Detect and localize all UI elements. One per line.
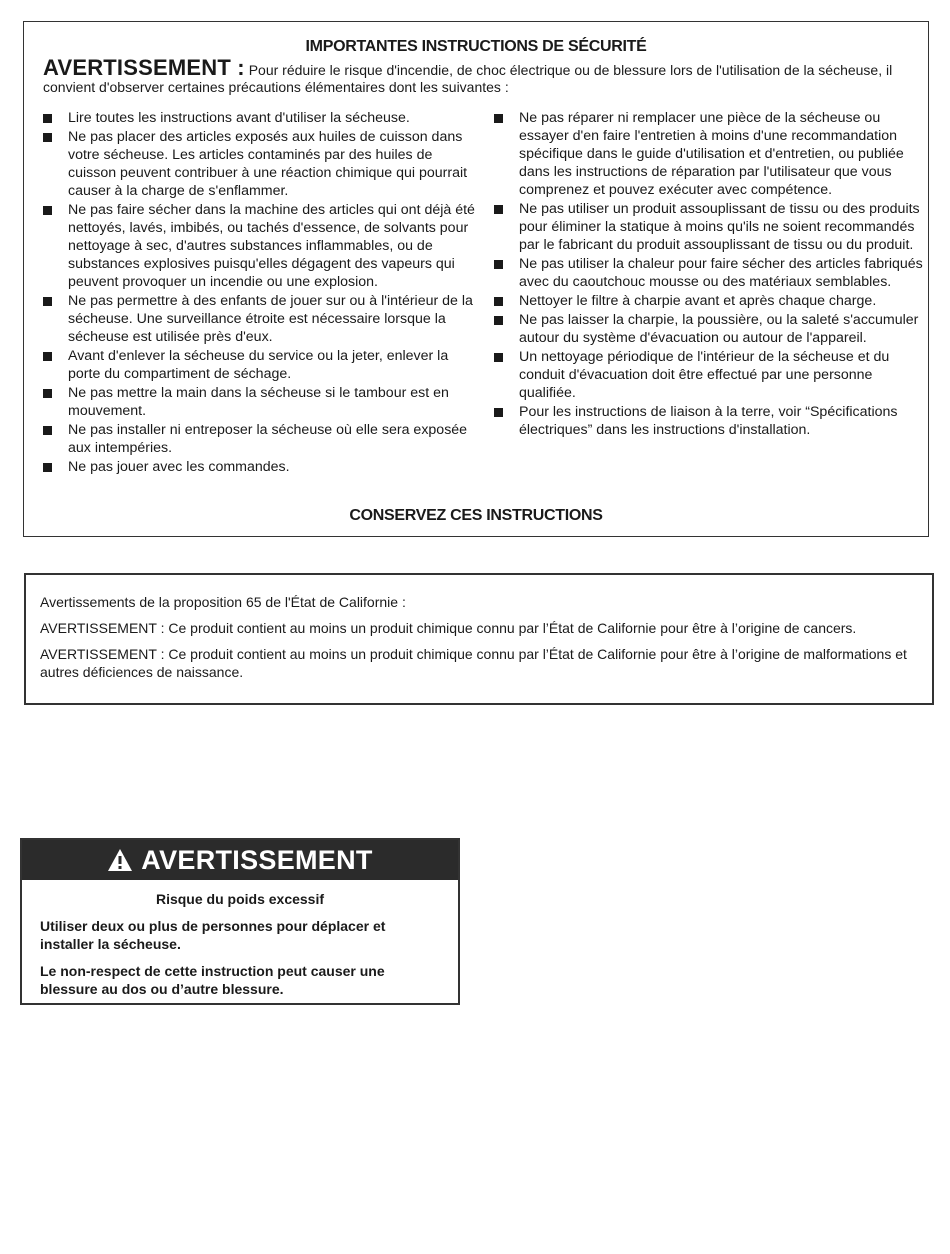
list-item: Pour les instructions de liaison à la terre, voir “Spécifications électriques” dans les instructions d'installation. xyxy=(492,403,932,439)
intro-text: Pour réduire le risque d'incendie, de choc électrique ou de blessure lors de l'utilisation de la sécheuse, il convient d'observer certaines précautions élémentaires dont les suivantes : xyxy=(43,62,893,95)
risk-title: Risque du poids excessif xyxy=(155,891,325,907)
bullet-square-icon xyxy=(494,114,503,123)
list-item: Ne pas jouer avec les commandes. xyxy=(41,458,476,476)
list-item: Avant d'enlever la sécheuse du service ou la jeter, enlever la porte du compartiment de séchage. xyxy=(41,347,476,383)
safety-instructions-box xyxy=(23,21,929,537)
list-item: Nettoyer le filtre à charpie avant et après chaque charge. xyxy=(492,292,932,310)
bullet-square-icon xyxy=(494,260,503,269)
bullet-square-icon xyxy=(43,389,52,398)
warning-body xyxy=(22,880,458,998)
bullet-square-icon xyxy=(43,114,52,123)
warning-consequence: Le non-respect de cette instruction peut causer une blessure au dos ou d’autre blessure. xyxy=(40,963,385,997)
list-item: Ne pas réparer ni remplacer une pièce de la sécheuse ou essayer d'en faire l'entretien à moins d'une recommandation spécifique dans le guide d'utilisation et d'entretien, ou publiée dans les instructions de réparation par l'utilisateur que vous comprenez et pouvez exécuter avec compétence. xyxy=(492,109,932,199)
bullet-square-icon xyxy=(494,316,503,325)
safety-intro xyxy=(43,55,903,96)
bullet-square-icon xyxy=(43,297,52,306)
warning-triangle-icon xyxy=(107,848,133,872)
list-item: Lire toutes les instructions avant d'utiliser la sécheuse. xyxy=(41,109,476,127)
bullet-square-icon xyxy=(43,426,52,435)
bullet-square-icon xyxy=(43,352,52,361)
warning-header xyxy=(22,840,458,880)
list-item: Un nettoyage périodique de l'intérieur de la sécheuse et du conduit d'évacuation doit être effectué par une personne qualifiée. xyxy=(492,348,932,402)
bullet-square-icon xyxy=(494,353,503,362)
list-item: Ne pas utiliser un produit assouplissant de tissu ou des produits pour éliminer la statique à moins qu'ils ne soient recommandés par le fabricant du produit assouplissant de tissu ou du produit. xyxy=(492,200,932,254)
prop65-heading: Avertissements de la proposition 65 de l'État de Californie : xyxy=(40,594,406,610)
warning-header-text: AVERTISSEMENT xyxy=(141,844,373,875)
list-item: Ne pas installer ni entreposer la sécheuse où elle sera exposée aux intempéries. xyxy=(41,421,476,457)
bullet-square-icon xyxy=(43,133,52,142)
list-item: Ne pas mettre la main dans la sécheuse si le tambour est en mouvement. xyxy=(41,384,476,420)
bullet-square-icon xyxy=(43,463,52,472)
bullet-square-icon xyxy=(494,297,503,306)
bullet-square-icon xyxy=(494,205,503,214)
right-instructions-list xyxy=(492,109,932,440)
list-item: Ne pas permettre à des enfants de jouer sur ou à l'intérieur de la sécheuse. Une surveillance étroite est nécessaire lorsque la sécheuse est utilisée près d'eux. xyxy=(41,292,476,346)
list-item: Ne pas laisser la charpie, la poussière, ou la saleté s'accumuler autour du système d'évacuation ou autour de l'appareil. xyxy=(492,311,932,347)
weight-warning-box xyxy=(20,838,460,1005)
warning-instruction: Utiliser deux ou plus de personnes pour déplacer et installer la sécheuse. xyxy=(40,918,386,952)
warning-label: AVERTISSEMENT : xyxy=(43,55,245,80)
bullet-square-icon xyxy=(494,408,503,417)
list-item: Ne pas faire sécher dans la machine des articles qui ont déjà été nettoyés, lavés, imbibés, ou tachés d'essence, de solvants pour nettoyage à sec, d'autres substances inflammables, ou de substances explosives puisqu'elles dégagent des vapeurs qui peuvent provoquer un incendie ou une explosion. xyxy=(41,201,476,291)
list-item: Ne pas placer des articles exposés aux huiles de cuisson dans votre sécheuse. Les articles contaminés par des huiles de cuisson peuvent contribuer à une réaction chimique qui pourrait causer à la charge de s'enflammer. xyxy=(41,128,476,200)
safety-footer: CONSERVEZ CES INSTRUCTIONS xyxy=(349,507,603,524)
prop65-warning-cancer: AVERTISSEMENT : Ce produit contient au moins un produit chimique connu par l’État de Californie pour être à l’origine de cancers. xyxy=(40,620,857,636)
list-item: Ne pas utiliser la chaleur pour faire sécher des articles fabriqués avec du caoutchouc mousse ou des matériaux semblables. xyxy=(492,255,932,291)
bullet-square-icon xyxy=(43,206,52,215)
left-instructions-list xyxy=(41,109,476,477)
safety-title: IMPORTANTES INSTRUCTIONS DE SÉCURITÉ xyxy=(305,38,647,55)
prop65-warning-birth: AVERTISSEMENT : Ce produit contient au moins un produit chimique connu par l’État de Californie pour être à l’origine de malformations et autres déficiences de naissance. xyxy=(40,646,907,680)
prop65-box xyxy=(24,573,934,705)
